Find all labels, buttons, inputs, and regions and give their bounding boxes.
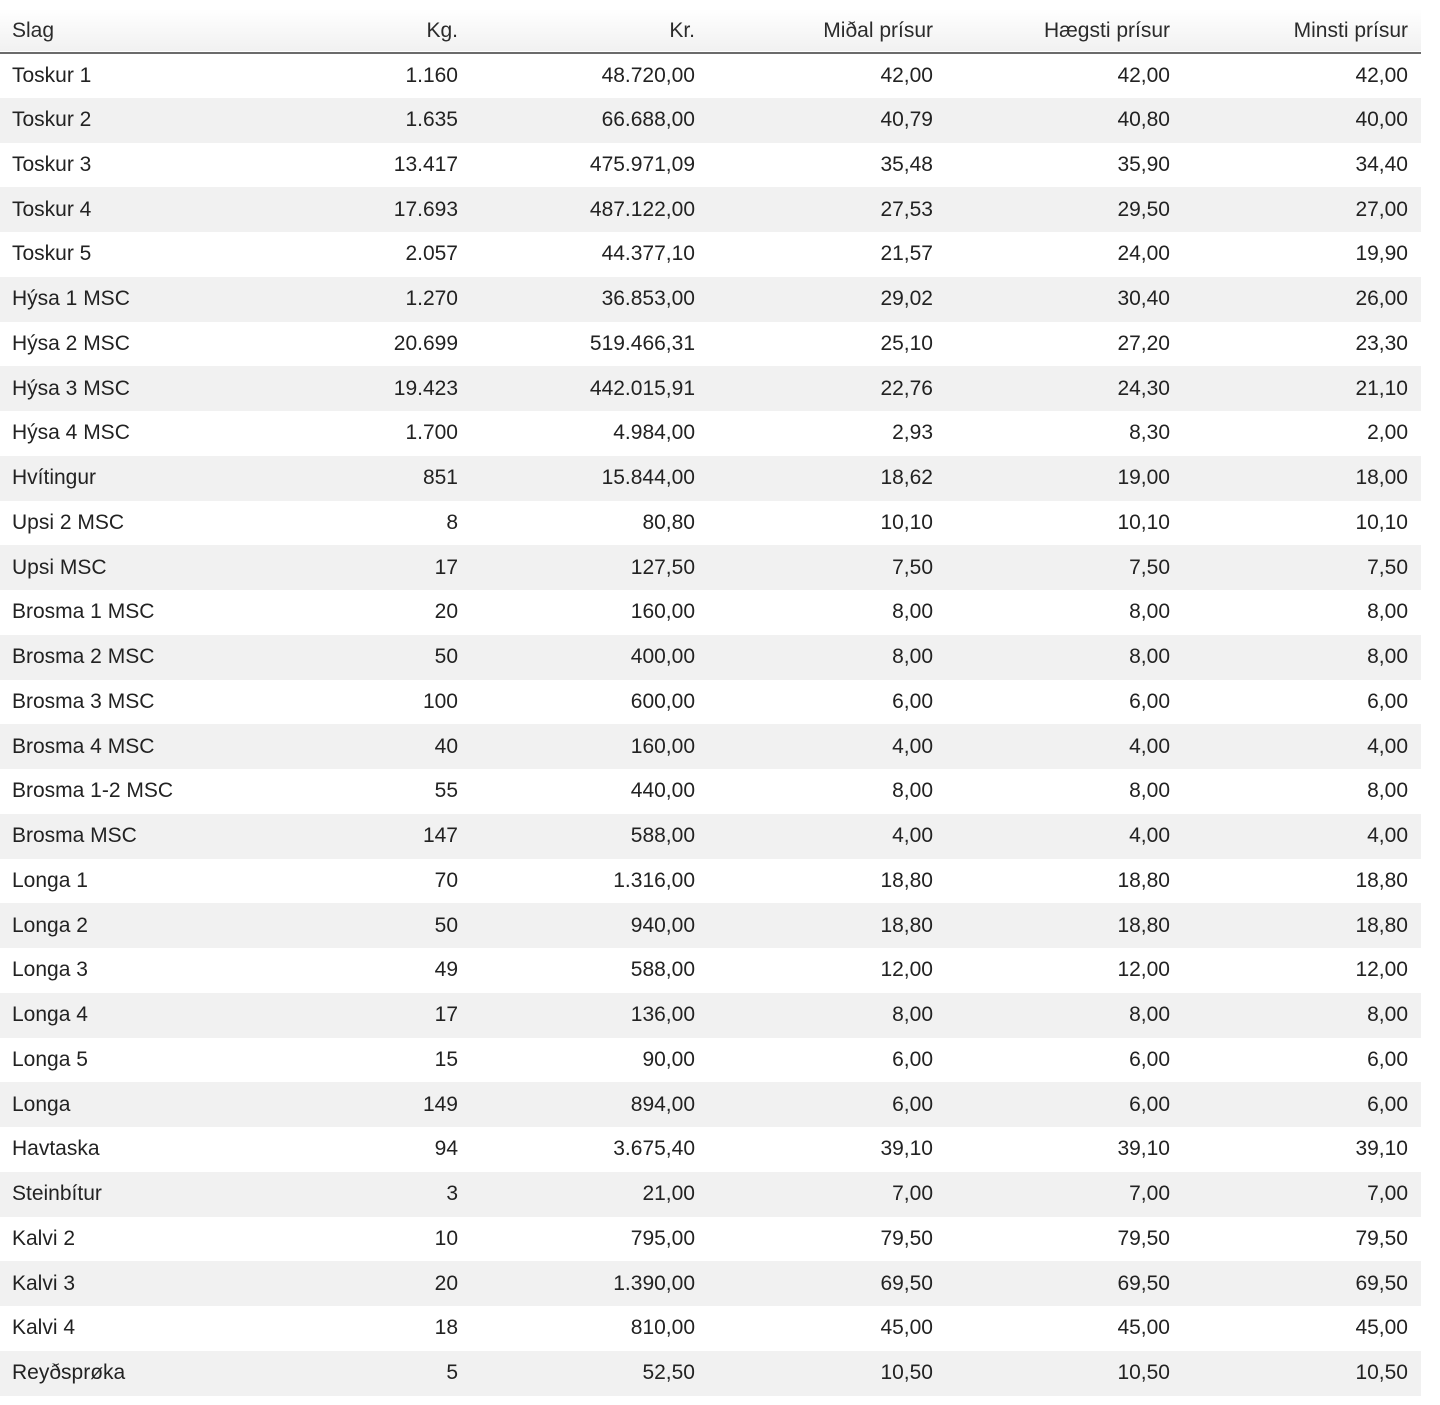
slag-cell: Brosma 2 MSC xyxy=(12,645,155,669)
haegsti-prisur-cell: 24,30 xyxy=(1117,376,1170,400)
kr-cell: 52,50 xyxy=(642,1361,695,1385)
table-row xyxy=(0,903,1421,948)
slag-cell: Steinbítur xyxy=(12,1182,102,1206)
minsti-prisur-cell: 8,00 xyxy=(1367,779,1408,803)
table-header xyxy=(0,9,1421,53)
minsti-prisur-cell: 6,00 xyxy=(1367,689,1408,713)
slag-cell: Reyðsprøka xyxy=(12,1361,126,1385)
slag-cell: Longa xyxy=(12,1092,71,1116)
kg-cell: 20.699 xyxy=(393,331,458,355)
haegsti-prisur-cell: 19,00 xyxy=(1117,466,1170,490)
price-table xyxy=(0,9,1421,1396)
kr-cell: 80,80 xyxy=(642,510,695,534)
table-row xyxy=(0,143,1421,188)
kr-cell: 795,00 xyxy=(630,1226,695,1250)
slag-cell: Toskur 3 xyxy=(12,152,92,176)
table-row xyxy=(0,411,1421,456)
midal-prisur-cell: 10,50 xyxy=(880,1361,933,1385)
table-row xyxy=(0,948,1421,993)
table-row xyxy=(0,1127,1421,1172)
kg-cell: 147 xyxy=(422,824,458,848)
kr-cell: 487.122,00 xyxy=(589,197,695,221)
slag-cell: Hvítingur xyxy=(12,466,97,490)
minsti-prisur-cell: 18,80 xyxy=(1355,868,1408,892)
midal-prisur-cell: 6,00 xyxy=(892,1047,933,1071)
minsti-prisur-cell: 34,40 xyxy=(1355,152,1408,176)
kg-cell: 1.270 xyxy=(405,287,458,311)
table-row xyxy=(0,1306,1421,1351)
minsti-prisur-cell: 8,00 xyxy=(1367,600,1408,624)
midal-prisur-cell: 45,00 xyxy=(880,1316,933,1340)
slag-cell: Kalvi 2 xyxy=(12,1226,76,1250)
column-header-kr[interactable]: Kr. xyxy=(669,18,695,42)
midal-prisur-cell: 40,79 xyxy=(880,108,933,132)
table-row xyxy=(0,769,1421,814)
table-row xyxy=(0,1261,1421,1306)
table-row xyxy=(0,545,1421,590)
haegsti-prisur-cell: 7,00 xyxy=(1129,1182,1170,1206)
kg-cell: 20 xyxy=(434,1271,458,1295)
slag-cell: Brosma 4 MSC xyxy=(12,734,155,758)
minsti-prisur-cell: 8,00 xyxy=(1367,1003,1408,1027)
kg-cell: 17 xyxy=(434,1003,458,1027)
minsti-prisur-cell: 6,00 xyxy=(1367,1047,1408,1071)
minsti-prisur-cell: 10,10 xyxy=(1355,510,1408,534)
kg-cell: 5 xyxy=(446,1361,458,1385)
haegsti-prisur-cell: 8,00 xyxy=(1129,645,1170,669)
kg-cell: 70 xyxy=(434,868,458,892)
slag-cell: Brosma 1 MSC xyxy=(12,600,155,624)
kg-cell: 1.700 xyxy=(405,421,458,445)
slag-cell: Longa 1 xyxy=(12,868,88,892)
midal-prisur-cell: 42,00 xyxy=(880,63,933,87)
minsti-prisur-cell: 18,80 xyxy=(1355,913,1408,937)
table-row xyxy=(0,724,1421,769)
kg-cell: 1.160 xyxy=(405,63,458,87)
kr-cell: 21,00 xyxy=(642,1182,695,1206)
slag-cell: Hýsa 3 MSC xyxy=(12,376,130,400)
midal-prisur-cell: 8,00 xyxy=(892,779,933,803)
slag-cell: Hýsa 4 MSC xyxy=(12,421,130,445)
minsti-prisur-cell: 6,00 xyxy=(1367,1092,1408,1116)
midal-prisur-cell: 6,00 xyxy=(892,689,933,713)
table-row xyxy=(0,232,1421,277)
minsti-prisur-cell: 39,10 xyxy=(1355,1137,1408,1161)
midal-prisur-cell: 2,93 xyxy=(892,421,933,445)
price-table-container xyxy=(0,9,1421,1396)
slag-cell: Kalvi 4 xyxy=(12,1316,76,1340)
haegsti-prisur-cell: 40,80 xyxy=(1117,108,1170,132)
minsti-prisur-cell: 23,30 xyxy=(1355,331,1408,355)
header-row xyxy=(0,9,1421,53)
table-row xyxy=(0,635,1421,680)
haegsti-prisur-cell: 6,00 xyxy=(1129,689,1170,713)
slag-cell: Havtaska xyxy=(12,1137,100,1161)
kg-cell: 2.057 xyxy=(405,242,458,266)
midal-prisur-cell: 7,00 xyxy=(892,1182,933,1206)
kg-cell: 18 xyxy=(434,1316,458,1340)
kr-cell: 3.675,40 xyxy=(613,1137,695,1161)
kg-cell: 8 xyxy=(446,510,458,534)
kg-cell: 100 xyxy=(422,689,458,713)
kg-cell: 55 xyxy=(434,779,458,803)
slag-cell: Toskur 5 xyxy=(12,242,92,266)
kr-cell: 894,00 xyxy=(630,1092,695,1116)
slag-cell: Upsi MSC xyxy=(12,555,107,579)
kg-cell: 50 xyxy=(434,645,458,669)
minsti-prisur-cell: 10,50 xyxy=(1355,1361,1408,1385)
midal-prisur-cell: 18,62 xyxy=(880,466,933,490)
kr-cell: 940,00 xyxy=(630,913,695,937)
minsti-prisur-cell: 8,00 xyxy=(1367,645,1408,669)
kg-cell: 149 xyxy=(422,1092,458,1116)
haegsti-prisur-cell: 18,80 xyxy=(1117,913,1170,937)
kg-cell: 19.423 xyxy=(393,376,458,400)
table-row xyxy=(0,501,1421,546)
haegsti-prisur-cell: 30,40 xyxy=(1117,287,1170,311)
midal-prisur-cell: 27,53 xyxy=(880,197,933,221)
slag-cell: Longa 3 xyxy=(12,958,88,982)
minsti-prisur-cell: 18,00 xyxy=(1355,466,1408,490)
slag-cell: Kalvi 3 xyxy=(12,1271,76,1295)
midal-prisur-cell: 35,48 xyxy=(880,152,933,176)
kr-cell: 1.390,00 xyxy=(613,1271,695,1295)
kg-cell: 3 xyxy=(446,1182,458,1206)
minsti-prisur-cell: 40,00 xyxy=(1355,108,1408,132)
column-header-kg[interactable]: Kg. xyxy=(426,18,458,42)
kr-cell: 15.844,00 xyxy=(601,466,695,490)
kr-cell: 810,00 xyxy=(630,1316,695,1340)
table-row xyxy=(0,1172,1421,1217)
kg-cell: 17 xyxy=(434,555,458,579)
haegsti-prisur-cell: 4,00 xyxy=(1129,734,1170,758)
minsti-prisur-cell: 4,00 xyxy=(1367,734,1408,758)
table-row xyxy=(0,98,1421,143)
midal-prisur-cell: 8,00 xyxy=(892,1003,933,1027)
column-header-midal-prisur[interactable]: Miðal prísur xyxy=(823,18,933,42)
midal-prisur-cell: 18,80 xyxy=(880,913,933,937)
minsti-prisur-cell: 21,10 xyxy=(1355,376,1408,400)
kr-cell: 588,00 xyxy=(630,958,695,982)
haegsti-prisur-cell: 12,00 xyxy=(1117,958,1170,982)
table-row xyxy=(0,456,1421,501)
kr-cell: 160,00 xyxy=(630,734,695,758)
kr-cell: 66.688,00 xyxy=(601,108,695,132)
kr-cell: 475.971,09 xyxy=(589,152,695,176)
haegsti-prisur-cell: 10,10 xyxy=(1117,510,1170,534)
midal-prisur-cell: 22,76 xyxy=(880,376,933,400)
kr-cell: 519.466,31 xyxy=(589,331,695,355)
kg-cell: 50 xyxy=(434,913,458,937)
table-row xyxy=(0,1217,1421,1262)
midal-prisur-cell: 7,50 xyxy=(892,555,933,579)
slag-cell: Longa 5 xyxy=(12,1047,88,1071)
table-row xyxy=(0,1082,1421,1127)
table-row xyxy=(0,1351,1421,1396)
minsti-prisur-cell: 69,50 xyxy=(1355,1271,1408,1295)
slag-cell: Toskur 2 xyxy=(12,108,92,132)
haegsti-prisur-cell: 8,00 xyxy=(1129,1003,1170,1027)
haegsti-prisur-cell: 6,00 xyxy=(1129,1092,1170,1116)
midal-prisur-cell: 4,00 xyxy=(892,824,933,848)
midal-prisur-cell: 8,00 xyxy=(892,645,933,669)
midal-prisur-cell: 69,50 xyxy=(880,1271,933,1295)
table-row xyxy=(0,53,1421,98)
kr-cell: 90,00 xyxy=(642,1047,695,1071)
haegsti-prisur-cell: 79,50 xyxy=(1117,1226,1170,1250)
minsti-prisur-cell: 27,00 xyxy=(1355,197,1408,221)
midal-prisur-cell: 39,10 xyxy=(880,1137,933,1161)
haegsti-prisur-cell: 7,50 xyxy=(1129,555,1170,579)
column-header-haegsti-prisur[interactable]: Hægsti prísur xyxy=(1043,18,1170,42)
table-row xyxy=(0,590,1421,635)
column-header-slag[interactable]: Slag xyxy=(12,18,55,42)
slag-cell: Brosma 1-2 MSC xyxy=(12,779,174,803)
haegsti-prisur-cell: 24,00 xyxy=(1117,242,1170,266)
table-body xyxy=(0,53,1421,1396)
midal-prisur-cell: 79,50 xyxy=(880,1226,933,1250)
midal-prisur-cell: 29,02 xyxy=(880,287,933,311)
minsti-prisur-cell: 4,00 xyxy=(1367,824,1408,848)
table-row xyxy=(0,187,1421,232)
kg-cell: 1.635 xyxy=(405,108,458,132)
kr-cell: 600,00 xyxy=(630,689,695,713)
table-row xyxy=(0,814,1421,859)
kr-cell: 588,00 xyxy=(630,824,695,848)
kr-cell: 36.853,00 xyxy=(601,287,695,311)
kr-cell: 400,00 xyxy=(630,645,695,669)
midal-prisur-cell: 4,00 xyxy=(892,734,933,758)
haegsti-prisur-cell: 42,00 xyxy=(1117,63,1170,87)
midal-prisur-cell: 10,10 xyxy=(880,510,933,534)
midal-prisur-cell: 18,80 xyxy=(880,868,933,892)
minsti-prisur-cell: 7,00 xyxy=(1367,1182,1408,1206)
slag-cell: Toskur 1 xyxy=(12,63,92,87)
table-row xyxy=(0,366,1421,411)
kg-cell: 94 xyxy=(434,1137,458,1161)
haegsti-prisur-cell: 8,00 xyxy=(1129,600,1170,624)
kr-cell: 1.316,00 xyxy=(613,868,695,892)
kg-cell: 20 xyxy=(434,600,458,624)
haegsti-prisur-cell: 4,00 xyxy=(1129,824,1170,848)
kr-cell: 44.377,10 xyxy=(601,242,695,266)
haegsti-prisur-cell: 69,50 xyxy=(1117,1271,1170,1295)
table-row xyxy=(0,1038,1421,1083)
kg-cell: 17.693 xyxy=(393,197,458,221)
slag-cell: Brosma MSC xyxy=(12,824,137,848)
haegsti-prisur-cell: 29,50 xyxy=(1117,197,1170,221)
kr-cell: 4.984,00 xyxy=(613,421,695,445)
haegsti-prisur-cell: 8,00 xyxy=(1129,779,1170,803)
kg-cell: 15 xyxy=(434,1047,458,1071)
slag-cell: Longa 2 xyxy=(12,913,88,937)
haegsti-prisur-cell: 35,90 xyxy=(1117,152,1170,176)
column-header-minsti-prisur[interactable]: Minsti prísur xyxy=(1293,18,1408,42)
haegsti-prisur-cell: 10,50 xyxy=(1117,1361,1170,1385)
slag-cell: Hýsa 2 MSC xyxy=(12,331,130,355)
table-row xyxy=(0,680,1421,725)
kr-cell: 442.015,91 xyxy=(589,376,695,400)
kg-cell: 49 xyxy=(434,958,458,982)
kg-cell: 851 xyxy=(422,466,458,490)
table-row xyxy=(0,277,1421,322)
midal-prisur-cell: 21,57 xyxy=(880,242,933,266)
midal-prisur-cell: 6,00 xyxy=(892,1092,933,1116)
slag-cell: Upsi 2 MSC xyxy=(12,510,125,534)
kr-cell: 48.720,00 xyxy=(601,63,695,87)
kg-cell: 10 xyxy=(434,1226,458,1250)
slag-cell: Toskur 4 xyxy=(12,197,92,221)
table-row xyxy=(0,859,1421,904)
slag-cell: Longa 4 xyxy=(12,1003,88,1027)
slag-cell: Hýsa 1 MSC xyxy=(12,287,130,311)
table-row xyxy=(0,322,1421,367)
kr-cell: 127,50 xyxy=(630,555,695,579)
minsti-prisur-cell: 2,00 xyxy=(1367,421,1408,445)
minsti-prisur-cell: 42,00 xyxy=(1355,63,1408,87)
minsti-prisur-cell: 12,00 xyxy=(1355,958,1408,982)
kr-cell: 136,00 xyxy=(630,1003,695,1027)
minsti-prisur-cell: 45,00 xyxy=(1355,1316,1408,1340)
minsti-prisur-cell: 26,00 xyxy=(1355,287,1408,311)
haegsti-prisur-cell: 18,80 xyxy=(1117,868,1170,892)
haegsti-prisur-cell: 45,00 xyxy=(1117,1316,1170,1340)
midal-prisur-cell: 25,10 xyxy=(880,331,933,355)
minsti-prisur-cell: 19,90 xyxy=(1355,242,1408,266)
haegsti-prisur-cell: 8,30 xyxy=(1129,421,1170,445)
kr-cell: 440,00 xyxy=(630,779,695,803)
slag-cell: Brosma 3 MSC xyxy=(12,689,155,713)
kg-cell: 40 xyxy=(434,734,458,758)
haegsti-prisur-cell: 6,00 xyxy=(1129,1047,1170,1071)
minsti-prisur-cell: 79,50 xyxy=(1355,1226,1408,1250)
kr-cell: 160,00 xyxy=(630,600,695,624)
table-row xyxy=(0,993,1421,1038)
haegsti-prisur-cell: 39,10 xyxy=(1117,1137,1170,1161)
midal-prisur-cell: 12,00 xyxy=(880,958,933,982)
minsti-prisur-cell: 7,50 xyxy=(1367,555,1408,579)
haegsti-prisur-cell: 27,20 xyxy=(1117,331,1170,355)
midal-prisur-cell: 8,00 xyxy=(892,600,933,624)
kg-cell: 13.417 xyxy=(393,152,458,176)
